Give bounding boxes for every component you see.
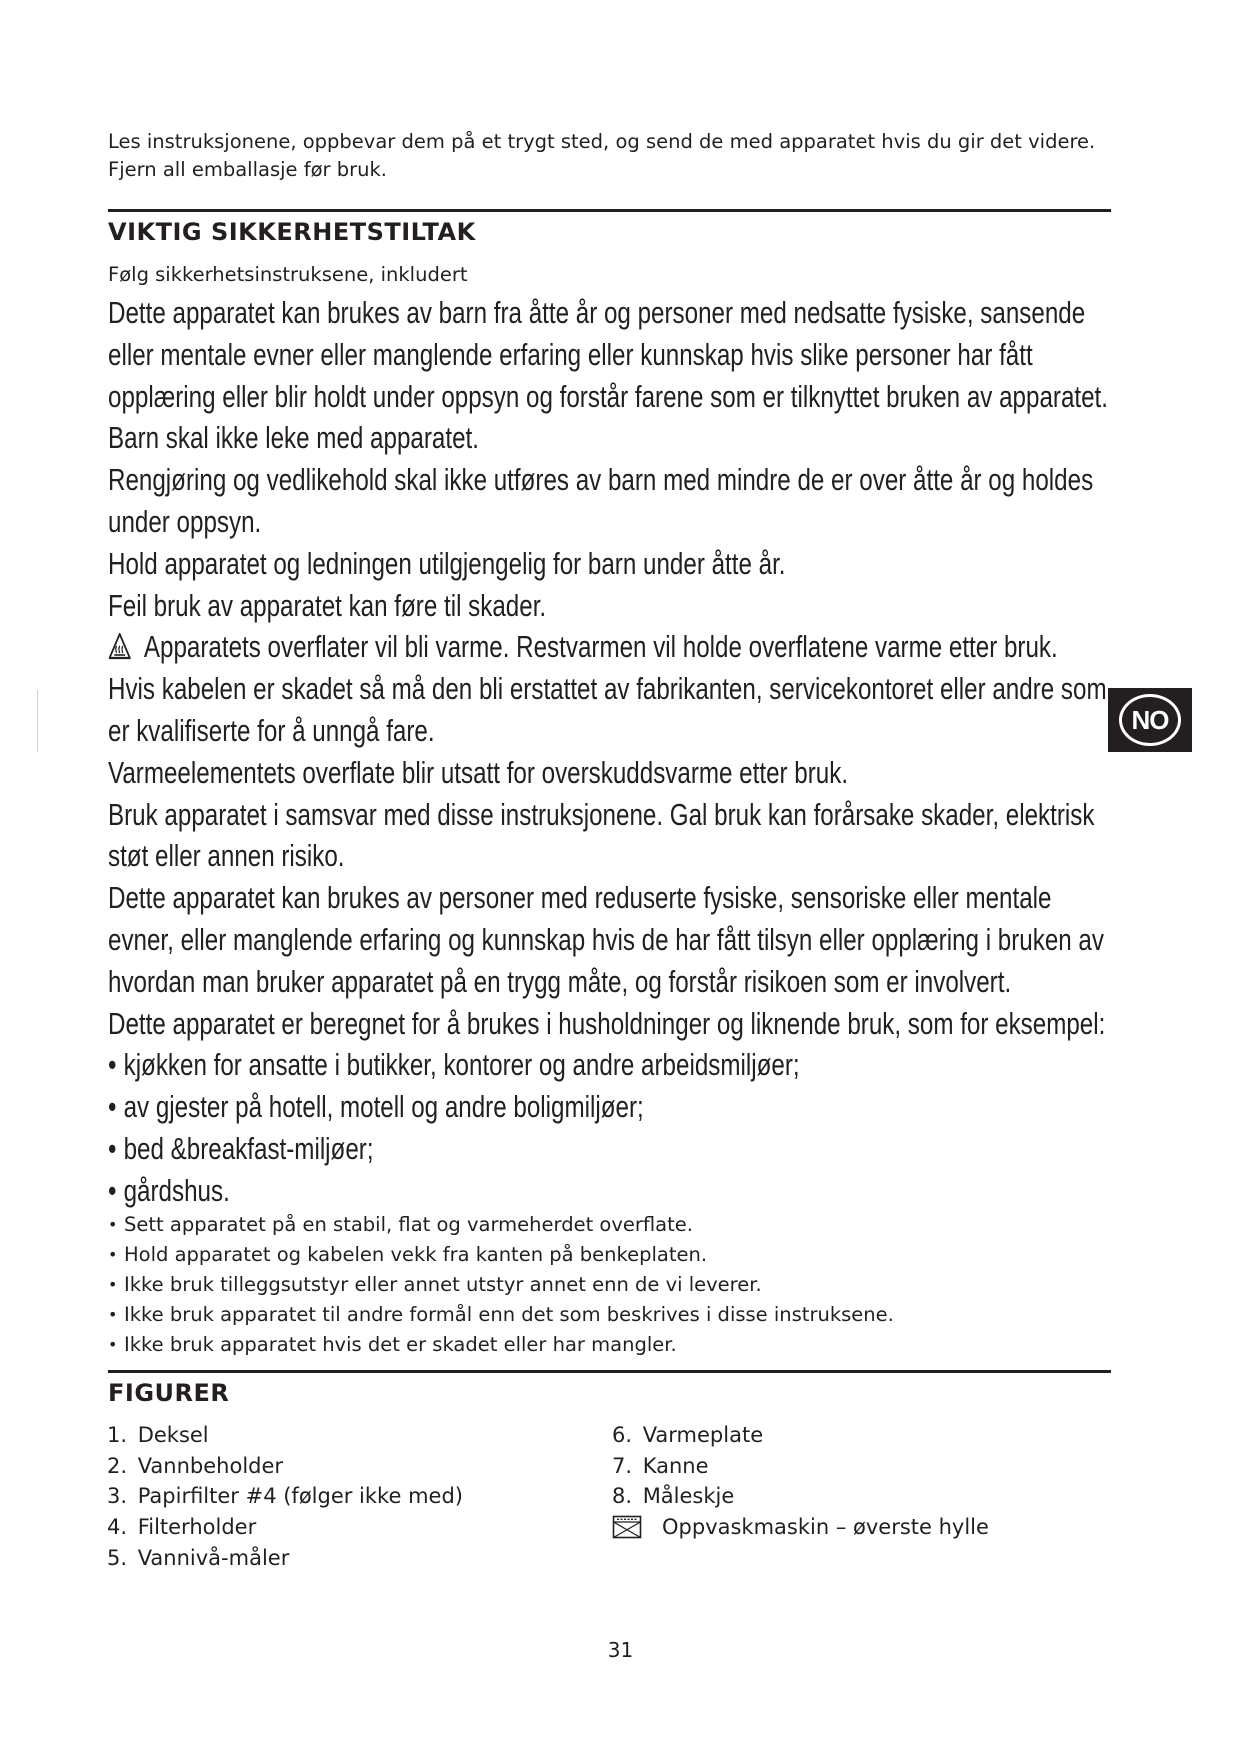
list-item: • Ikke bruk apparatet hvis det er skadet eller har mangler.: [108, 1330, 1108, 1360]
list-item: • Sett apparatet på en stabil, flat og varmeherdet overflate.: [108, 1210, 1108, 1240]
figure-item: 1. Deksel: [107, 1423, 209, 1447]
hot-surface-warning-icon: [108, 632, 131, 660]
bullet-icon: •: [108, 1275, 118, 1294]
figures-list-left: [107, 1420, 463, 1574]
bullet-icon: •: [108, 1335, 118, 1354]
bullet-icon: •: [108, 1215, 118, 1234]
safety-subtitle: Følg sikkerhetsinstruksene, inkludert: [108, 263, 468, 286]
figure-item: 8. Måleskje: [612, 1484, 735, 1509]
safety-line: Bruk apparatet i samsvar med disse instruksjonene. Gal bruk kan forårsake skader, elektrisk støt eller annen risiko.: [108, 796, 1095, 874]
list-item: • kjøkken for ansatte i butikker, kontorer og andre arbeidsmiljøer;: [108, 1044, 1114, 1086]
safety-line: Dette apparatet er beregnet for å brukes i husholdninger og liknende bruk, som for eksempel:: [108, 1005, 1106, 1041]
safety-line: Varmeelementets overflate blir utsatt for overskuddsvarme etter bruk.: [108, 754, 849, 790]
list-item: • Hold apparatet og kabelen vekk fra kanten på benkeplaten.: [108, 1240, 1108, 1270]
figures-list-right: [612, 1420, 989, 1543]
list-item: • av gjester på hotell, motell og andre boligmiljøer;: [108, 1086, 1114, 1128]
bullet-icon: •: [108, 1245, 118, 1264]
dishwasher-icon: [612, 1515, 642, 1539]
language-badge: NO: [1119, 694, 1181, 746]
bullet-icon: •: [108, 1305, 118, 1324]
safety-line: Feil bruk av apparatet kan føre til skader.: [108, 587, 547, 623]
safety-line: Barn skal ikke leke med apparatet.: [108, 420, 479, 456]
figure-item: 7. Kanne: [612, 1453, 709, 1478]
figure-item: 6. Varmeplate: [612, 1423, 764, 1447]
dishwasher-text: Oppvaskmaskin – øverste hylle: [662, 1515, 989, 1540]
safety-title: VIKTIG SIKKERHETSTILTAK: [108, 218, 476, 246]
figure-item: 3. Papirfilter #4 (følger ikke med): [107, 1484, 463, 1509]
page-number: 31: [607, 1638, 634, 1662]
safety-line: Dette apparatet kan brukes av personer med reduserte fysiske, sensoriske eller mentale evner, eller manglende erfaring og kunnskap hvis de har fått tilsyn eller opplæring i bruken av hvordan man bruker apparatet på en trygg måte, og forstår risikoen som er involvert.: [108, 880, 1104, 999]
list-item: • Ikke bruk apparatet til andre formål enn det som beskrives i disse instruksene.: [108, 1300, 1108, 1330]
safety-line: Rengjøring og vedlikehold skal ikke utføres av barn med mindre de er over åtte år og holdes under oppsyn.: [108, 462, 1094, 539]
bullet-icon: •: [108, 1089, 117, 1125]
hot-surface-warning: [108, 626, 1114, 668]
list-item: • gårdshus.: [108, 1170, 1114, 1212]
figure-item: 5. Vannivå-måler: [107, 1545, 290, 1570]
safety-instructions: [108, 292, 1118, 1212]
section-divider: [108, 209, 1111, 212]
list-item: • Ikke bruk tilleggsutstyr eller annet utstyr annet enn de vi leverer.: [108, 1270, 1108, 1300]
safety-paragraphs: [108, 292, 1114, 1212]
bullet-icon: •: [108, 1172, 117, 1208]
language-tab: [1108, 688, 1192, 752]
margin-mark: [37, 690, 38, 752]
figure-item: 2. Vannbeholder: [107, 1453, 284, 1478]
bullet-icon: •: [108, 1130, 117, 1166]
figures-title: FIGURER: [108, 1379, 230, 1407]
safety-line: Hold apparatet og ledningen utilgjengelig for barn under åtte år.: [108, 545, 786, 581]
figure-item: 4. Filterholder: [107, 1515, 257, 1540]
dishwasher-note: [612, 1512, 989, 1543]
intro-text: Les instruksjonene, oppbevar dem på et trygt sted, og send de med apparatet hvis du gir det videre. Fjern all emballasje før bruk.: [108, 130, 1096, 181]
safety-line: Dette apparatet kan brukes av barn fra åtte år og personer med nedsatte fysiske, sansende eller mentale evner eller manglende erfaring eller kunnskap hvis slike personer har fått opplæring eller blir holdt under oppsyn og forstår farene som er tilknyttet bruken av apparatet.: [108, 295, 1108, 414]
section-divider: [108, 1370, 1111, 1373]
additional-safety-list: [108, 1210, 1108, 1360]
hot-surface-warning-text: Apparatets overflater vil bli varme. Restvarmen vil holde overflatene varme etter bruk.: [143, 629, 1058, 665]
safety-line: Hvis kabelen er skadet så må den bli erstattet av fabrikanten, servicekontoret eller andre som er kvalifiserte for å unngå fare.: [108, 671, 1107, 748]
bullet-icon: •: [108, 1047, 117, 1083]
list-item: • bed &breakfast-miljøer;: [108, 1128, 1114, 1170]
